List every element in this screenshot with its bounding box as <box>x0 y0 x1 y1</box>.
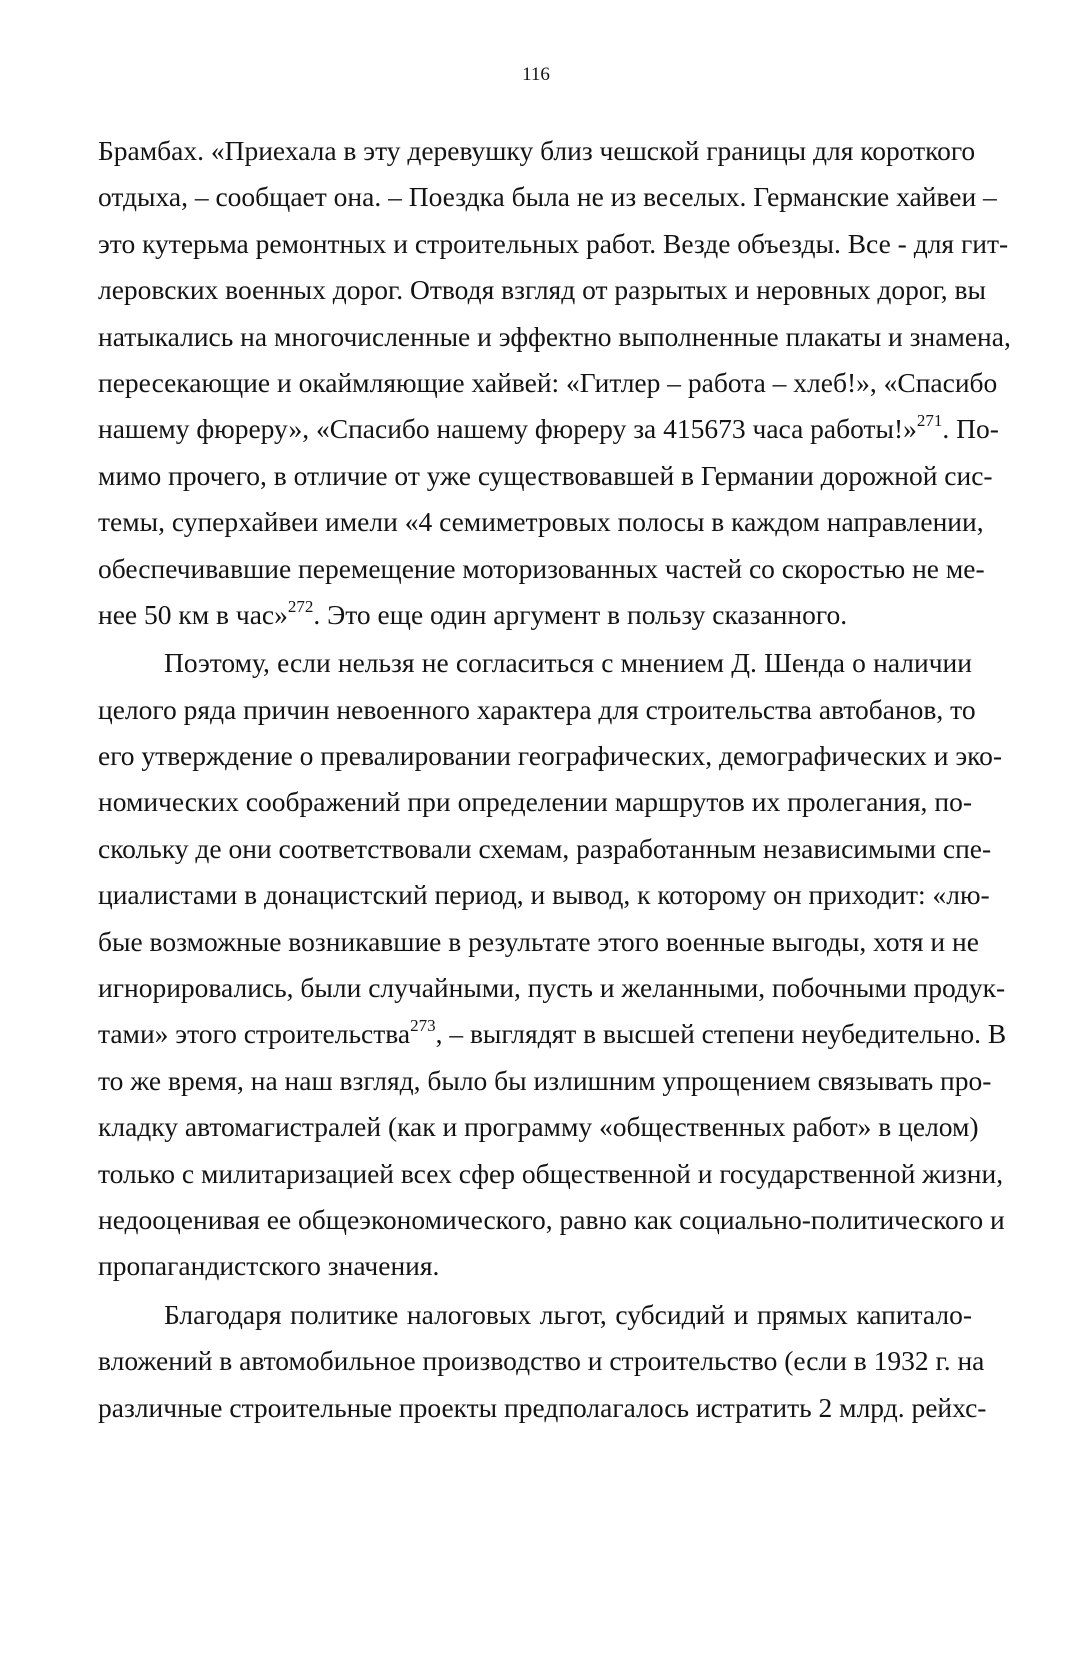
text-line <box>98 128 976 174</box>
text-line <box>98 360 998 406</box>
text-segment: номических соображений при определении маршрутов их пролегания, по- <box>98 786 972 818</box>
text-segment: скольку де они соответствовали схемам, разработанным независимыми спе- <box>98 832 992 864</box>
text-segment: бые возможные возникавшие в результате этого военные выгоды, хотя и не <box>98 925 979 957</box>
text-line <box>98 1385 987 1431</box>
text-segment: кладку автомагистралей (как и программу «общественных работ» в целом) <box>98 1111 979 1143</box>
text-line <box>98 640 972 686</box>
text-segment: обеспечивавшие перемещение моторизованных частей со скоростью не ме- <box>98 552 985 584</box>
text-segment: то же время, на наш взгляд, было бы излишним упрощением связывать про- <box>98 1064 992 1096</box>
paragraph <box>98 1292 987 1431</box>
text-segment: различные строительные проекты предполагалось истратить 2 млрд. рейхс- <box>98 1391 987 1423</box>
text-segment: игнорировались, были случайными, пусть и желанными, побочными продук- <box>98 972 1006 1004</box>
text-segment: циалистами в донацистский период, и вывод, к которому он приходит: «лю- <box>98 879 990 911</box>
text-line <box>98 1338 985 1384</box>
text-segment: Брамбах. «Приехала в эту деревушку близ чешской границы для короткого <box>98 135 976 166</box>
text-line <box>98 592 972 638</box>
text-segment: его утверждение о превалировании географических, демографических и эко- <box>98 740 1003 772</box>
text-segment: Поэтому, если нельзя не согласиться с мнением Д. Шенда о наличии <box>164 647 972 679</box>
text-segment: пересекающие и окаймляющие хайвей: «Гитлер – работа – хлеб!», «Спасибо <box>98 366 998 398</box>
text-line <box>98 1243 972 1289</box>
text-line <box>98 826 992 872</box>
text-line <box>98 453 993 499</box>
text-line <box>98 267 986 313</box>
text-line <box>98 779 972 825</box>
text-segment: это кутерьма ремонтных и строительных работ. Везде объезды. Все - для гит- <box>98 227 1009 259</box>
text-segment: недооценивая ее общеэкономического, равно как социально-политического и <box>98 1203 1005 1235</box>
footnote-marker: 273 <box>410 1016 436 1036</box>
text-line <box>98 1197 1005 1243</box>
text-segment: тами» этого строительства <box>98 1018 411 1050</box>
footnote-marker: 272 <box>287 596 314 616</box>
text-line <box>98 687 976 733</box>
text-segment: отдыха, – сообщает она. – Поездка была не из веселых. Германские хайвеи – <box>98 181 997 213</box>
text-line <box>98 406 999 452</box>
text-segment: . Это еще один аргумент в пользу сказанного. <box>313 598 848 630</box>
text-line <box>98 733 1003 779</box>
text-segment: , – выглядят в высшей степени неубедительно. В <box>435 1018 1007 1050</box>
text-segment: пропагандистского значения. <box>98 1250 440 1282</box>
text-line <box>98 1151 1004 1197</box>
text-line <box>98 174 997 220</box>
text-segment: Благодаря политике налоговых льгот, субсидий и прямых капитало- <box>164 1298 972 1330</box>
text-line <box>98 499 984 545</box>
text-line <box>98 1292 972 1338</box>
text-line <box>98 221 1009 267</box>
text-line <box>98 314 1011 360</box>
body-text <box>98 128 1011 1431</box>
text-segment: натыкались на многочисленные и эффектно выполненные плакаты и знамена, <box>98 320 1011 352</box>
text-segment: только с милитаризацией всех сфер общественной и государственной жизни, <box>98 1157 1004 1189</box>
text-segment: темы, суперхайвеи имели «4 семиметровых полосы в каждом направлении, <box>98 506 984 538</box>
text-line <box>98 546 985 592</box>
text-line <box>98 1011 1007 1057</box>
text-segment: леровских военных дорог. Отводя взгляд от разрытых и неровных дорог, вы <box>98 274 986 306</box>
text-segment: целого ряда причин невоенного характера для строительства автобанов, то <box>98 693 976 725</box>
text-segment: . По- <box>942 413 999 445</box>
footnote-marker: 271 <box>916 411 943 431</box>
page-number: 116 <box>522 64 550 85</box>
text-segment: нашему фюреру», «Спасибо нашему фюреру за 415673 часа работы!» <box>98 413 917 445</box>
text-segment: вложений в автомобильное производство и строительство (если в 1932 г. на <box>98 1345 985 1377</box>
text-segment: нее 50 км в час» <box>98 598 288 630</box>
paragraph <box>98 128 1011 638</box>
text-line <box>98 1058 992 1104</box>
paragraph <box>98 640 1007 1289</box>
text-line <box>98 1104 979 1150</box>
text-line <box>98 919 979 965</box>
text-segment: мимо прочего, в отличие от уже существовавшей в Германии дорожной сис- <box>98 459 993 491</box>
text-line <box>98 872 990 918</box>
text-line <box>98 965 1006 1011</box>
